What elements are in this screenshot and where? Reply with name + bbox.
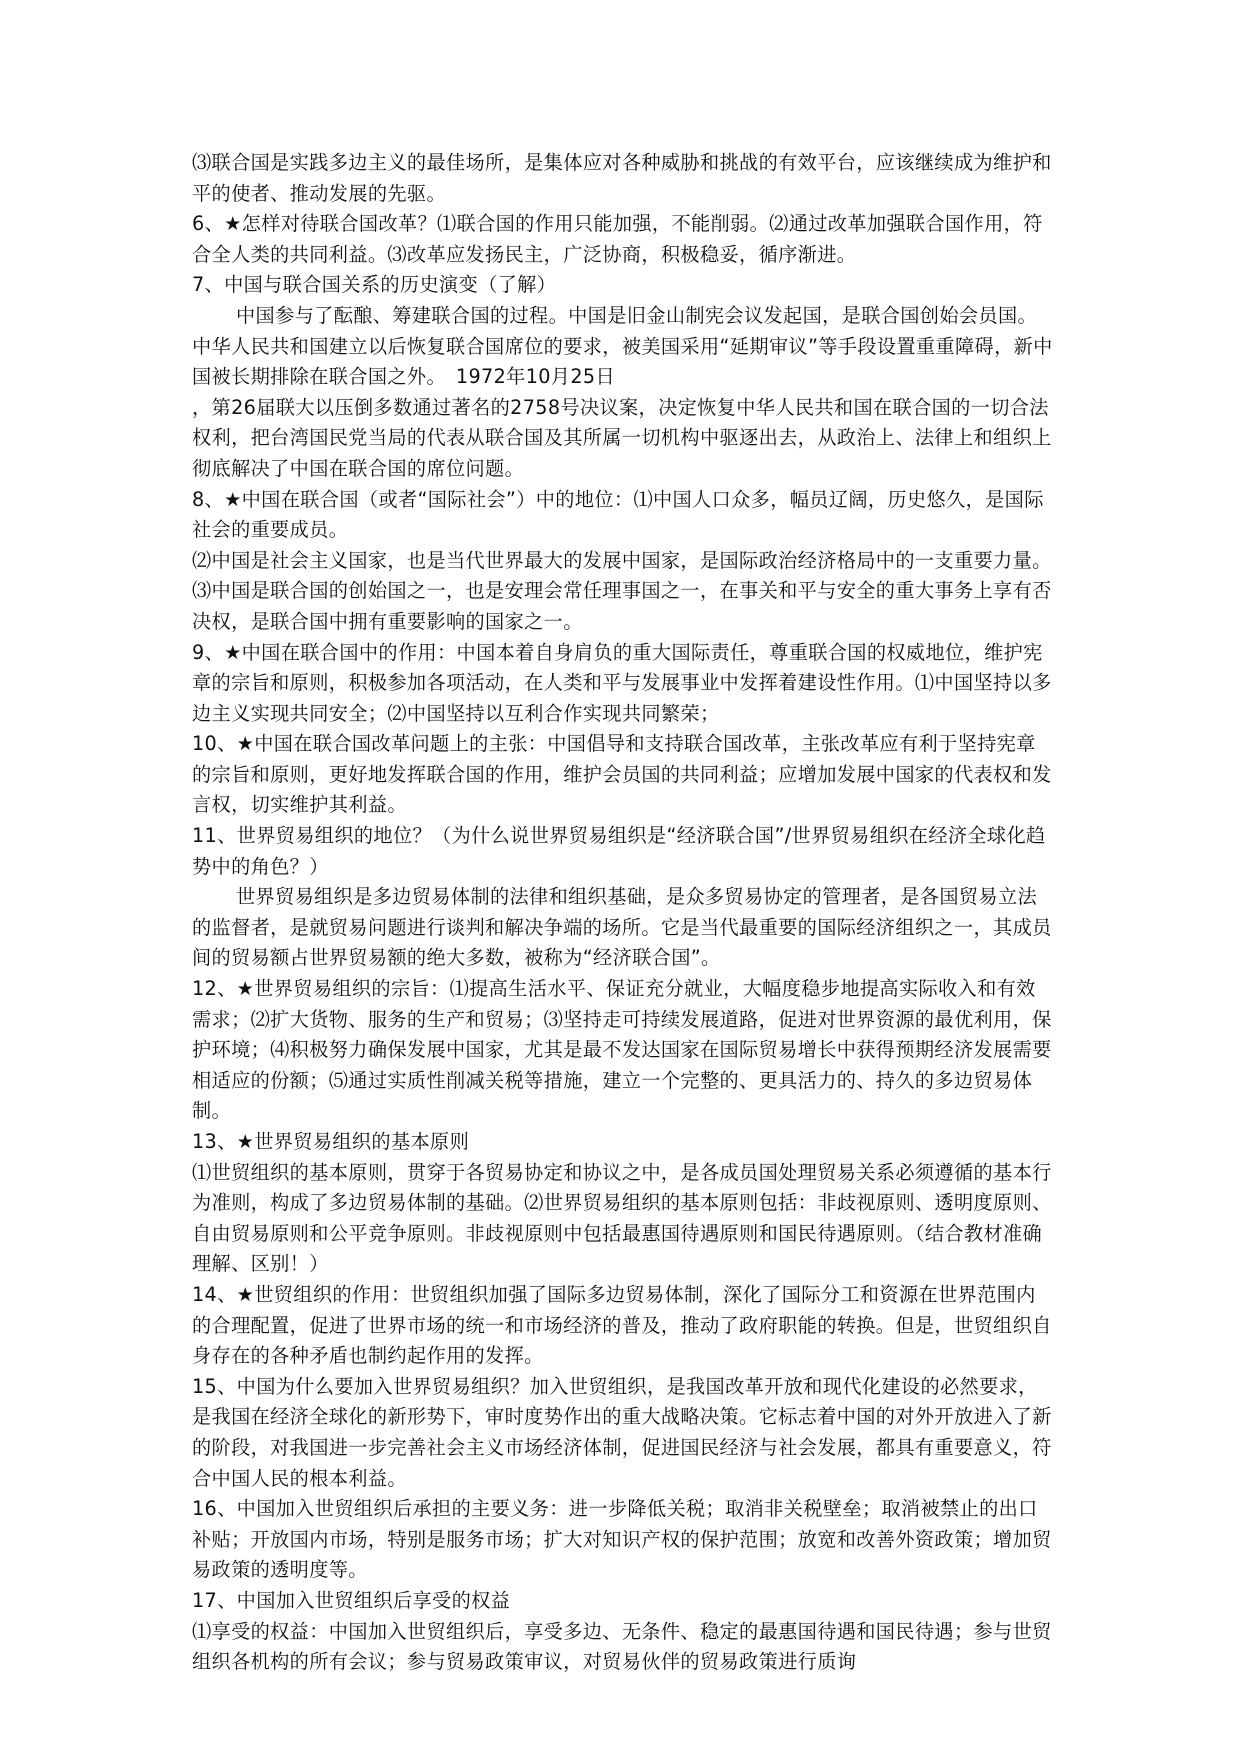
document-page [192,148,1054,1678]
paragraph-3: 7、中国与联合国关系的历史演变（了解） [192,273,557,297]
paragraph-2: 6、★怎样对待联合国改革？⑴联合国的作用只能加强，不能削弱。⑵通过改革加强联合国作用，符合全人类的共同利益。⑶改革应发扬民主，广泛协商，积极稳妥，循序渐进。 [192,212,1043,266]
paragraph-1: ⑶联合国是实践多边主义的最佳场所，是集体应对各种威胁和挑战的有效平台，应该继续成为维护和平的使者、推动发展的先驱。 [192,151,1052,205]
paragraph-10: 11、世界贸易组织的地位？（为什么说世界贸易组织是“经济联合国”/世界贸易组织在经济全球化趋势中的角色？） [192,824,1046,878]
paragraph-12: 12、★世界贸易组织的宗旨：⑴提高生活水平、保证充分就业，大幅度稳步地提高实际收入和有效需求；⑵扩大货物、服务的生产和贸易；⑶坚持走可持续发展道路，促进对世界资源的最优利用，保护环境；⑷积极努力确保发展中国家，尤其是最不发达国家在国际贸易增长中获得预期经济发展需要相适应的份额；⑸通过实质性削减关税等措施，建立一个完整的、更具活力的、持久的多边贸易体制。 [192,977,1052,1123]
paragraph-19: ⑴享受的权益：中国加入世贸组织后，享受多边、无条件、稳定的最惠国待遇和国民待遇；参与世贸组织各机构的所有会议；参与贸易政策审议，对贸易伙伴的贸易政策进行质询 [192,1619,1052,1674]
paragraph-17: 16、中国加入世贸组织后承担的主要义务：进一步降低关税；取消非关税壁垒；取消被禁止的出口补贴；开放国内市场，特别是服务市场；扩大对知识产权的保护范围；放宽和改善外资政策；增加贸易政策的透明度等。 [192,1497,1052,1582]
paragraph-16: 15、中国为什么要加入世界贸易组织？加入世贸组织，是我国改革开放和现代化建设的必然要求，是我国在经济全球化的新形势下，审时度势作出的重大战略决策。它标志着中国的对外开放进入了新的阶段，对我国进一步完善社会主义市场经济体制，促进国民经济与社会发展，都具有重要意义，符合中国人民的根本利益。 [192,1374,1052,1490]
paragraph-14: ⑴世贸组织的基本原则，贯穿于各贸易协定和协议之中，是各成员国处理贸易关系必须遵循的基本行为准则，构成了多边贸易体制的基础。⑵世界贸易组织的基本原则包括：非歧视原则、透明度原则、自由贸易原则和公平竞争原则。非歧视原则中包括最惠国待遇原则和国民待遇原则。（结合教材准确理解、区别！） [192,1160,1052,1276]
paragraph-9: 10、★中国在联合国改革问题上的主张：中国倡导和支持联合国改革，主张改革应有利于坚持宪章的宗旨和原则，更好地发挥联合国的作用，维护会员国的共同利益；应增加发展中国家的代表权和发言权，切实维护其利益。 [192,732,1052,817]
paragraph-18: 17、中国加入世贸组织后享受的权益 [192,1588,511,1612]
paragraph-5: ，第26届联大以压倒多数通过著名的2758号决议案，决定恢复中华人民共和国在联合国的一切合法权利，把台湾国民党当局的代表从联合国及其所属一切机构中驱逐出去，从政治上、法律上和组织上彻底解决了中国在联合国的席位问题。 [192,395,1052,480]
paragraph-15: 14、★世贸组织的作用：世贸组织加强了国际多边贸易体制，深化了国际分工和资源在世界范围内的合理配置，促进了世界市场的统一和市场经济的普及，推动了政府职能的转换。但是，世贸组织自身存在的各种矛盾也制约起作用的发挥。 [192,1282,1052,1368]
paragraph-4: 中国参与了酝酿、筹建联合国的过程。中国是旧金山制宪会议发起国，是联合国创始会员国。中华人民共和国建立以后恢复联合国席位的要求，被美国采用“延期审议”等手段设置重重障碍，新中国被长期排除在联合国之外。 1972年10月25日 [192,303,1053,389]
paragraph-7: ⑵中国是社会主义国家，也是当代世界最大的发展中国家，是国际政治经济格局中的一支重要力量。⑶中国是联合国的创始国之一，也是安理会常任理事国之一，在事关和平与安全的重大事务上享有否决权，是联合国中拥有重要影响的国家之一。 [192,548,1052,633]
paragraph-8: 9、★中国在联合国中的作用：中国本着自身肩负的重大国际责任，尊重联合国的权威地位，维护宪章的宗旨和原则，积极参加各项活动，在人类和平与发展事业中发挥着建设性作用。⑴中国坚持以多边主义实现共同安全；⑵中国坚持以互利合作实现共同繁荣； [192,640,1052,725]
paragraph-6: 8、★中国在联合国（或者“国际社会”）中的地位：⑴中国人口众多，幅员辽阔，历史悠久，是国际社会的重要成员。 [192,487,1044,542]
paragraph-11: 世界贸易组织是多边贸易体制的法律和组织基础，是众多贸易协定的管理者，是各国贸易立法的监督者，是就贸易问题进行谈判和解决争端的场所。它是当代最重要的国际经济组织之一，其成员间的贸易额占世界贸易额的绝大多数，被称为“经济联合国”。 [192,885,1052,970]
paragraph-13: 13、★世界贸易组织的基本原则 [192,1130,470,1153]
